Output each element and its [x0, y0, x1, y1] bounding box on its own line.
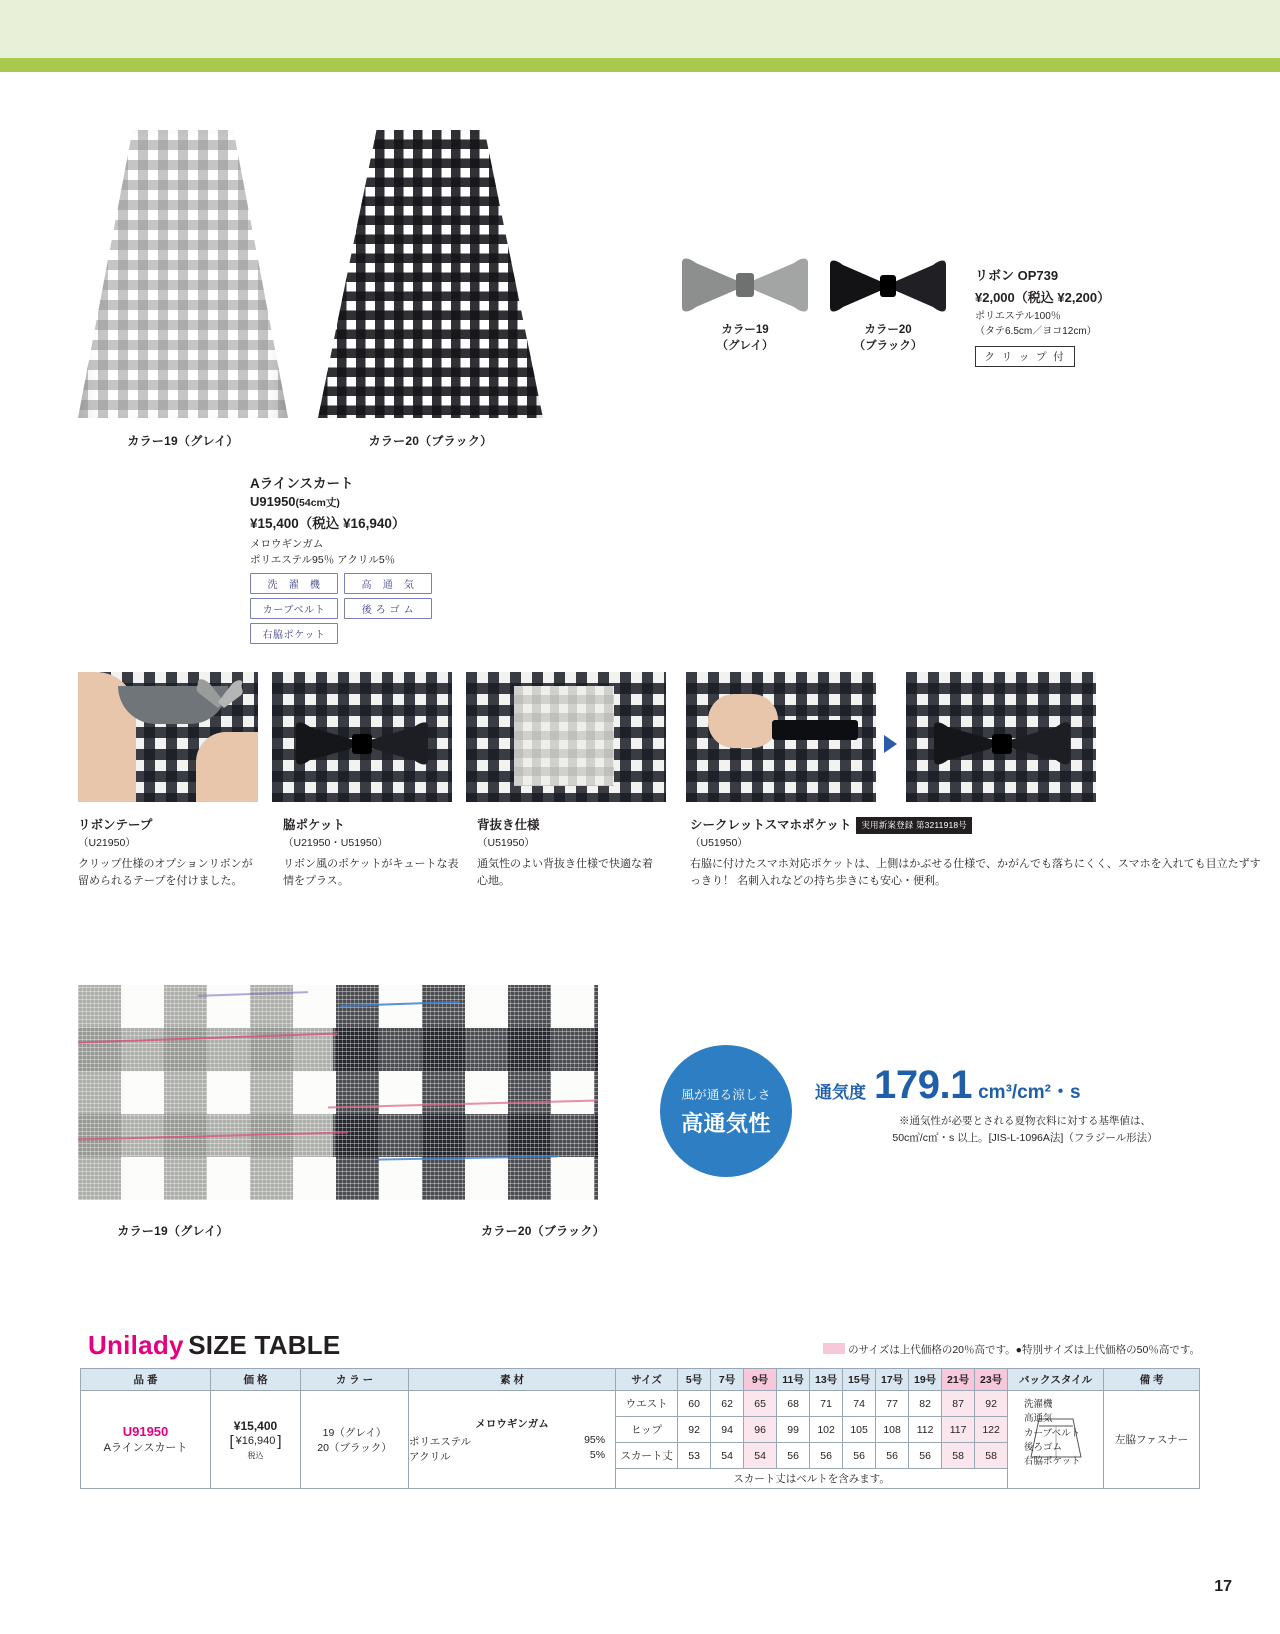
waist-7: 62	[711, 1391, 744, 1417]
size-table-heading: SIZE TABLE	[188, 1330, 341, 1360]
waist-11: 68	[777, 1391, 810, 1417]
row-label-length: スカート丈	[616, 1443, 678, 1469]
th-size-17: 17号	[876, 1369, 909, 1391]
hip-7: 94	[711, 1417, 744, 1443]
th-material: 素 材	[409, 1369, 616, 1391]
skirt-code-note: (54cm丈)	[295, 497, 340, 509]
ribbon-name: リボン OP739	[975, 268, 1059, 283]
product-price: ¥15,400	[233, 1418, 278, 1433]
skirt-tag-backelastic: 後 ろ ゴ ム	[344, 598, 432, 619]
waist-19: 82	[909, 1391, 942, 1417]
feature-photo-smartphone-pocket-before	[686, 672, 876, 802]
len-5: 53	[678, 1443, 711, 1469]
material-pct-0: 95%	[584, 1433, 606, 1446]
ribbon-info	[975, 265, 1205, 367]
feature-photo-ribbon-tape	[78, 672, 258, 802]
product-feature-3: 後ろゴム	[1024, 1441, 1063, 1453]
ribbon-color19-sub: （グレイ）	[716, 340, 774, 353]
product-name: Aラインスカート	[103, 1442, 188, 1454]
ribbon-color20-sub: （ブラック）	[853, 340, 923, 353]
th-color: カ ラ ー	[301, 1369, 409, 1391]
material-name-1: アクリル	[409, 1450, 451, 1463]
hip-15: 105	[843, 1417, 876, 1443]
feature-title-0: リボンテープ	[78, 818, 153, 832]
size-table-brand: Unilady	[88, 1330, 184, 1360]
cell-colors	[301, 1391, 409, 1489]
size-table-header-row	[81, 1369, 1200, 1391]
cell-product	[81, 1391, 211, 1489]
product-material-name: メロウギンガム	[475, 1417, 549, 1430]
len-21: 58	[942, 1443, 975, 1469]
waist-5: 60	[678, 1391, 711, 1417]
th-size-7: 7号	[711, 1369, 744, 1391]
len-13: 56	[810, 1443, 843, 1469]
th-backstyle: バックスタイル	[1008, 1369, 1104, 1391]
product-feature-2: カーブベルト	[1024, 1427, 1081, 1439]
breathability-line2: 高通気性	[681, 1110, 771, 1136]
th-size-11: 11号	[777, 1369, 810, 1391]
hip-9: 96	[744, 1417, 777, 1443]
feature-desc-2: 通気性のよい背抜き仕様で快適な着心地。	[477, 857, 653, 887]
skirt-tag-row-1	[250, 573, 570, 594]
skirt-tag-row-3	[250, 623, 570, 644]
waist-15: 74	[843, 1391, 876, 1417]
product-feature-1: 高通気	[1024, 1413, 1053, 1425]
top-band-accent	[0, 58, 1280, 72]
cell-price: ¥15,400 [ ¥16,940 ] 税込	[211, 1391, 301, 1489]
hip-5: 92	[678, 1417, 711, 1443]
hip-17: 108	[876, 1417, 909, 1443]
th-biko: 備 考	[1104, 1369, 1200, 1391]
material-name-0: ポリエステル	[409, 1435, 472, 1448]
feature-title-3: シークレットスマホポケット	[690, 818, 852, 832]
skirt-code: U91950	[250, 494, 296, 509]
skirt-info	[250, 472, 570, 648]
waist-17: 77	[876, 1391, 909, 1417]
hip-23: 122	[975, 1417, 1008, 1443]
cell-remarks: 左脇ファスナー	[1104, 1391, 1200, 1489]
page-number: 17	[1214, 1578, 1232, 1595]
skirt-price: ¥15,400（税込 ¥16,940）	[250, 516, 406, 531]
product-feature-0: 洗濯機	[1024, 1399, 1053, 1410]
ribbon-color20-label: カラー20	[864, 324, 912, 336]
ribbon-material: ポリエステル100％	[975, 311, 1061, 322]
size-table-note-swatch	[823, 1343, 845, 1354]
product-price-tax: ¥16,940	[235, 1435, 276, 1447]
hip-13: 102	[810, 1417, 843, 1443]
row-label-waist: ウエスト	[616, 1391, 678, 1417]
th-kakaku: 価 格	[211, 1369, 301, 1391]
product-color-19: 19（グレイ）	[322, 1426, 387, 1439]
size-table-note-text: のサイズは上代価格の20％高です。●特別サイズは上代価格の50％高です。	[848, 1344, 1200, 1356]
size-table-title	[88, 1330, 341, 1361]
product-tax-label: 税込	[247, 1450, 264, 1460]
th-size-23: 23号	[975, 1369, 1008, 1391]
skirt-tag-curvebelt: カーブベルト	[250, 598, 338, 619]
skirt-tag-sidepocket: 右脇ポケット	[250, 623, 338, 644]
patent-badge: 実用新案登録 第3211918号	[856, 817, 972, 834]
air-unit: cm³/cm²・s	[978, 1082, 1081, 1103]
arrow-right-icon	[884, 735, 897, 753]
feature-caption-1	[283, 816, 468, 890]
breathability-line1: 風が通る涼しさ	[681, 1087, 771, 1102]
hip-21: 117	[942, 1417, 975, 1443]
feature-code-3: （U51950）	[690, 837, 748, 850]
feature-title-1: 脇ポケット	[283, 818, 345, 832]
skirt-color19-label: カラー19（グレイ）	[127, 434, 239, 448]
ribbon-photo-black	[828, 258, 948, 314]
th-size: サイズ	[616, 1369, 678, 1391]
skirt-name: Aラインスカート	[250, 476, 354, 491]
skirt-tag-breathable: 高 通 気	[344, 573, 432, 594]
skirt-tag-row-2	[250, 598, 570, 619]
feature-desc-1: リボン風のポケットがキュートな表情をプラス。	[283, 857, 459, 887]
len-7: 54	[711, 1443, 744, 1469]
waist-13: 71	[810, 1391, 843, 1417]
feature-code-0: （U21950）	[78, 837, 136, 850]
ribbon-color19-label: カラー19	[721, 324, 769, 336]
air-value: 179.1	[874, 1063, 973, 1107]
feature-code-2: （U51950）	[477, 837, 535, 850]
product-feature-4: 右脇ポケット	[1024, 1456, 1081, 1467]
size-table-note	[823, 1342, 1200, 1357]
top-band	[0, 0, 1280, 58]
air-key: 通気度	[815, 1083, 866, 1102]
waist-9: 65	[744, 1391, 777, 1417]
feature-caption-2	[477, 816, 662, 890]
fabric-color20-label: カラー20（ブラック）	[481, 1224, 605, 1238]
breathability-badge	[660, 1045, 792, 1177]
len-9: 54	[744, 1443, 777, 1469]
fabric-color19-label: カラー19（グレイ）	[117, 1224, 229, 1238]
ribbon-color20-block	[818, 322, 958, 354]
product-color-20: 20（ブラック）	[317, 1441, 392, 1454]
size-table-footnote: スカート丈はベルトを含みます。	[616, 1469, 1008, 1489]
skirt-material-name: メロウギンガム	[250, 538, 324, 550]
th-size-5: 5号	[678, 1369, 711, 1391]
feature-desc-3: 右脇に付けたスマホ対応ポケットは、上側はかぶせる仕様で、かがんでも落ちにくく、スマホを入れても目立たずすっきり！ 名刺入れなどの持ち歩きにも安心・便利。	[690, 857, 1261, 887]
row-label-hip: ヒップ	[616, 1417, 678, 1443]
material-pct-1: 5%	[589, 1448, 606, 1461]
hip-19: 112	[909, 1417, 942, 1443]
skirt-photo-grey	[78, 130, 288, 418]
th-size-21: 21号	[942, 1369, 975, 1391]
len-23: 58	[975, 1443, 1008, 1469]
waist-21: 87	[942, 1391, 975, 1417]
feature-caption-0	[78, 816, 258, 890]
fabric-closeup-photo	[78, 985, 598, 1200]
ribbon-price: ¥2,000（税込 ¥2,200）	[975, 290, 1111, 305]
cell-material	[409, 1391, 616, 1489]
th-hinban: 品 番	[81, 1369, 211, 1391]
th-size-15: 15号	[843, 1369, 876, 1391]
air-permeability-stat	[815, 1065, 1235, 1147]
feature-caption-3	[690, 816, 1275, 890]
air-note-2: 50c㎥/c㎡・s 以上。[JIS-L-1096A法]（フラジール形法）	[892, 1131, 1158, 1144]
skirt-photo-black	[318, 130, 543, 418]
feature-photo-back-lining	[466, 672, 666, 802]
waist-23: 92	[975, 1391, 1008, 1417]
product-code: U91950	[122, 1424, 169, 1439]
len-19: 56	[909, 1443, 942, 1469]
len-11: 56	[777, 1443, 810, 1469]
air-note-1: ※通気性が必要とされる夏物衣料に対する基準値は、	[899, 1115, 1151, 1127]
product-feature-list	[1024, 1398, 1081, 1469]
th-size-19: 19号	[909, 1369, 942, 1391]
feature-desc-0: クリップ仕様のオプションリボンが留められるテープを付けました。	[78, 857, 253, 887]
ribbon-clip-tag: ク リ ッ プ 付	[975, 346, 1075, 367]
len-17: 56	[876, 1443, 909, 1469]
ribbon-color19-block	[670, 322, 820, 354]
len-15: 56	[843, 1443, 876, 1469]
hip-11: 99	[777, 1417, 810, 1443]
th-size-13: 13号	[810, 1369, 843, 1391]
ribbon-photo-grey	[680, 255, 810, 315]
th-size-9: 9号	[744, 1369, 777, 1391]
skirt-tag-wash: 洗 濯 機	[250, 573, 338, 594]
feature-photo-smartphone-pocket-after	[906, 672, 1096, 802]
feature-photo-side-pocket	[272, 672, 452, 802]
skirt-material: ポリエステル95％ アクリル5％	[250, 554, 396, 566]
skirt-color20-label: カラー20（ブラック）	[368, 434, 493, 448]
ribbon-size: （タテ6.5cm／ヨコ12cm）	[975, 325, 1097, 337]
feature-code-1: （U21950・U51950）	[283, 837, 389, 850]
feature-title-2: 背抜き仕様	[477, 818, 540, 832]
